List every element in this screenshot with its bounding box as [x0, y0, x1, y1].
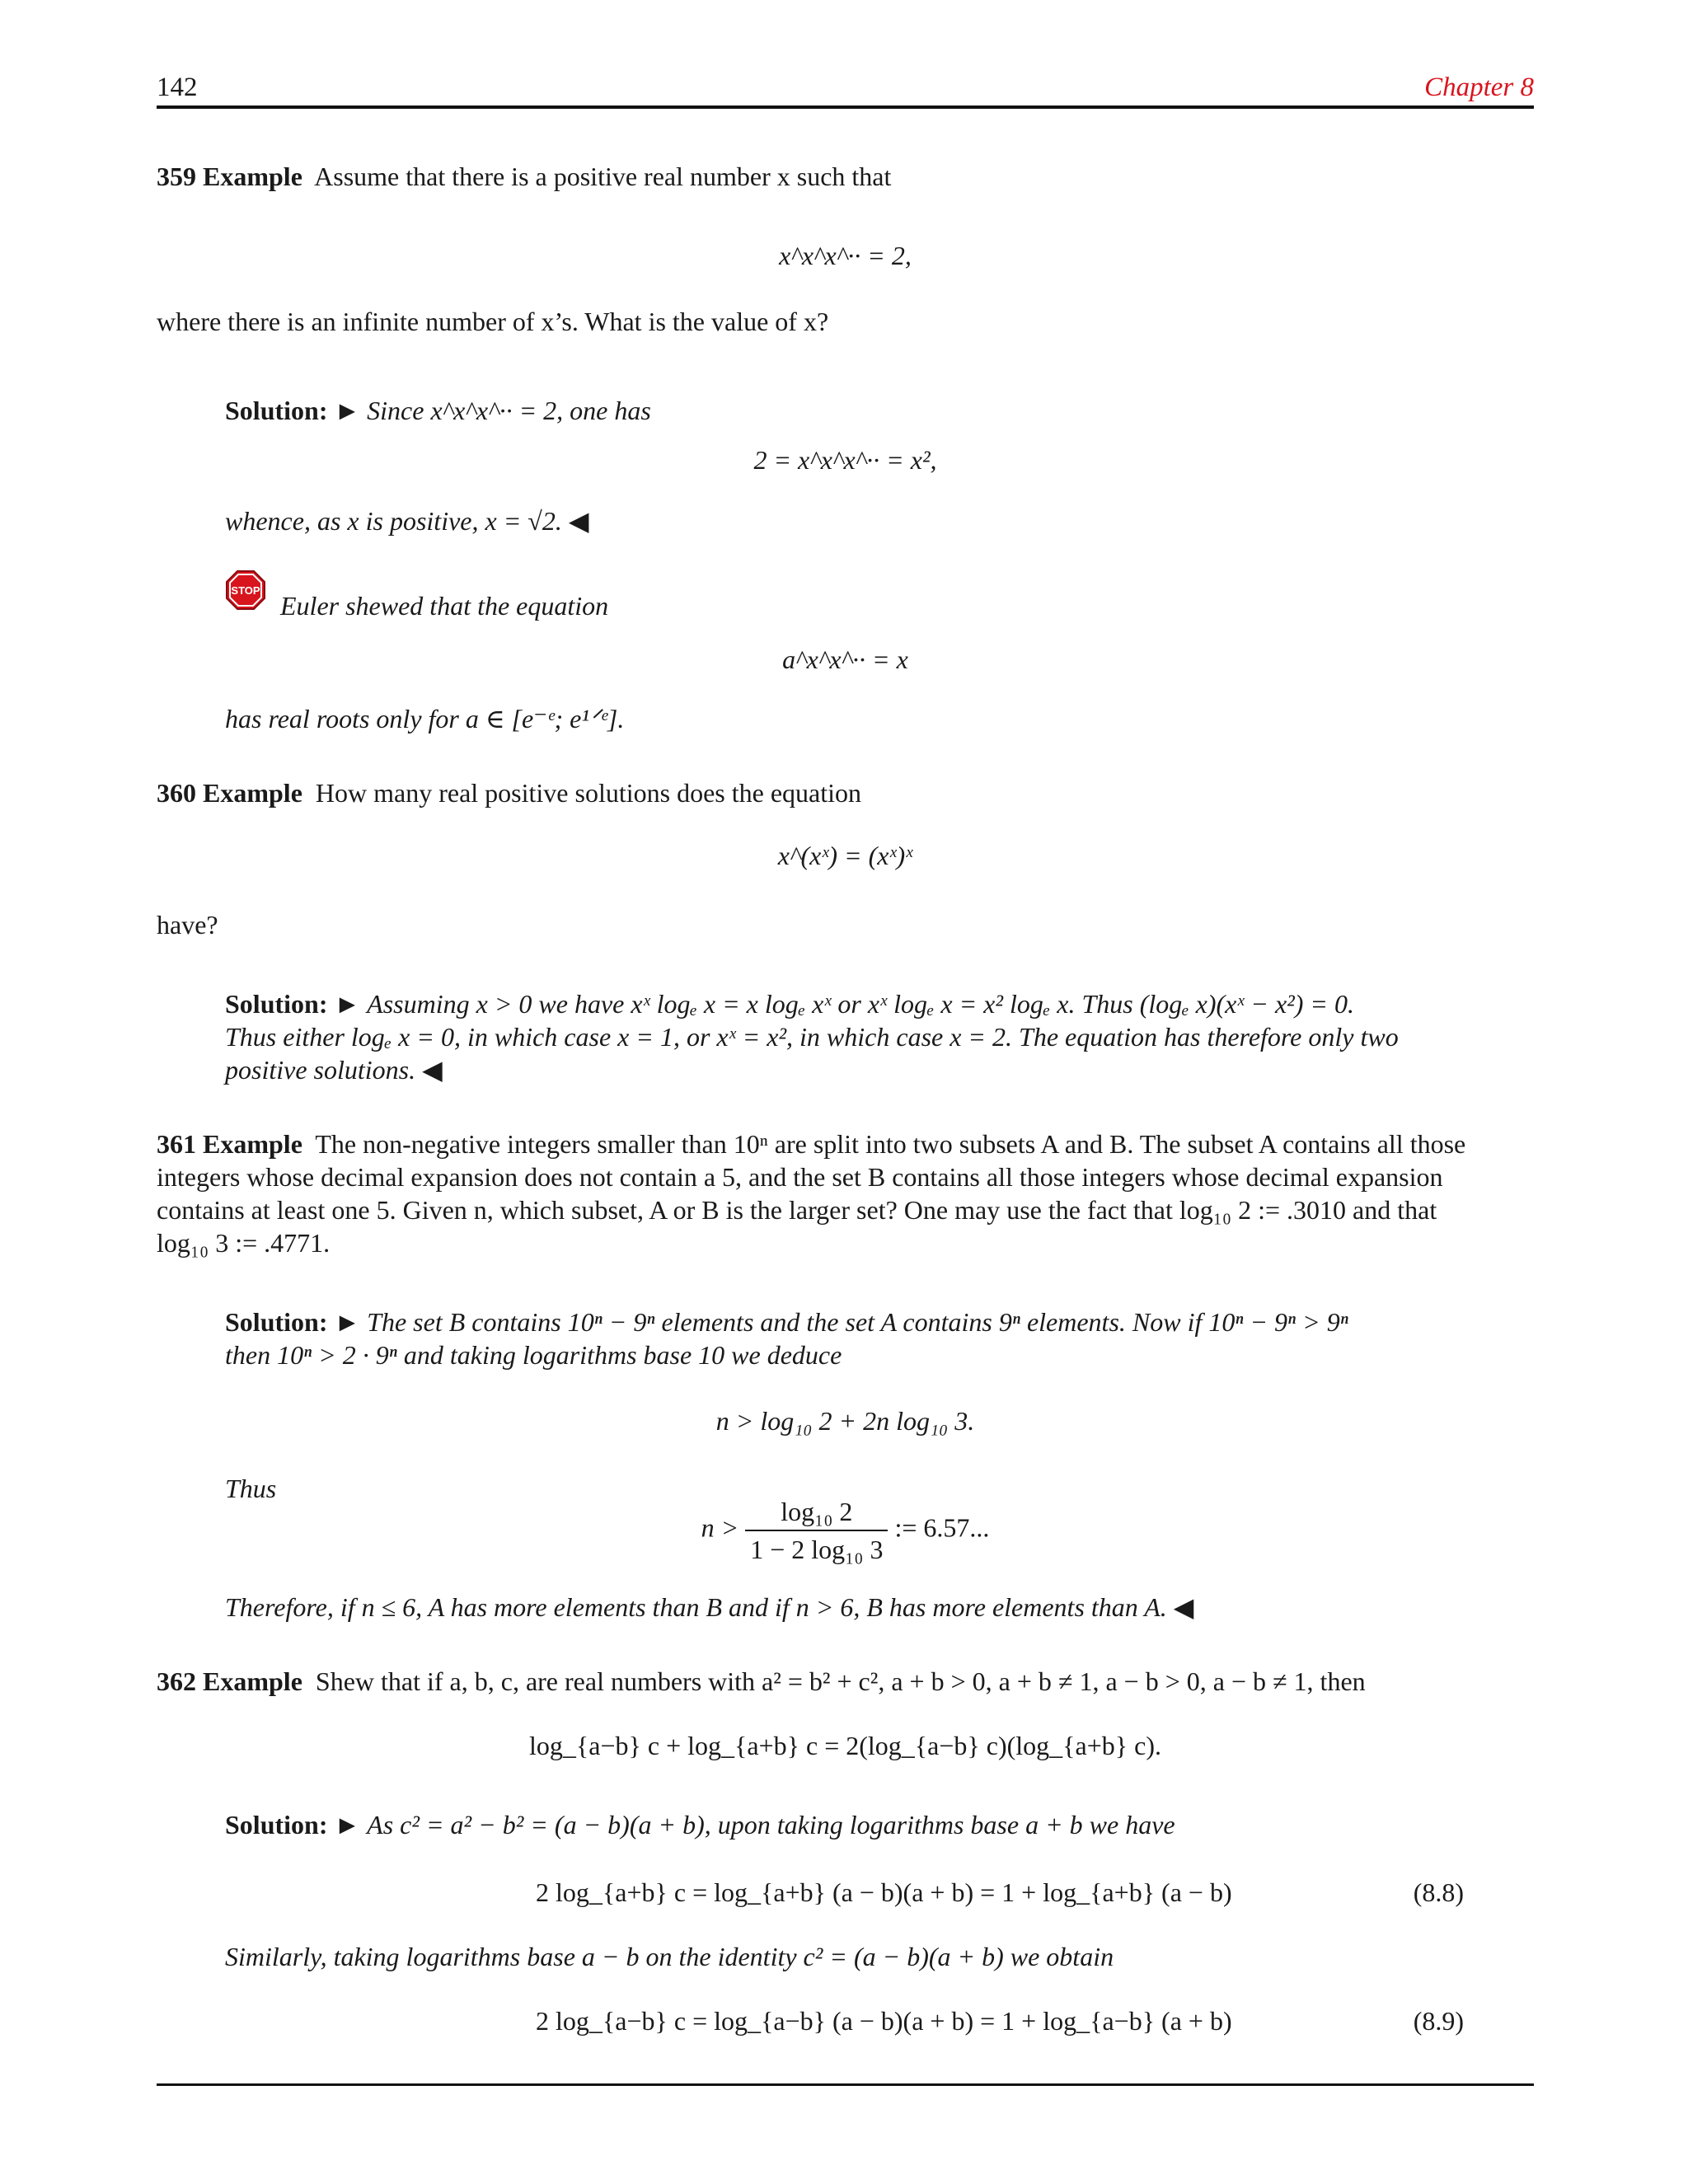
fraction	[745, 1495, 888, 1566]
solution-360-line1	[225, 987, 1478, 1020]
example-360-have: have?	[157, 910, 218, 940]
fraction-numerator: log₁₀ 2	[745, 1495, 888, 1531]
note-equation	[157, 643, 1534, 676]
header-rule	[157, 105, 1534, 109]
solution-362-similarly: Similarly, taking logarithms base a − b on the identity c² = (a − b)(a + b) we obtain	[225, 1942, 1114, 1971]
example-label: 361 Example	[157, 1129, 302, 1159]
solution-text: The set B contains 10ⁿ − 9ⁿ elements and the set A contains 9ⁿ elements. Now if 10ⁿ − 9ⁿ > 9ⁿ	[367, 1307, 1348, 1337]
solution-label: Solution:	[225, 1810, 328, 1840]
chapter-title: Chapter 8	[1424, 73, 1534, 102]
equation-number-8-8: (8.8)	[1413, 1877, 1464, 1907]
example-359-statement	[157, 160, 891, 193]
solution-361-equation1	[157, 1404, 1534, 1437]
equation: n > log₁₀ 2 + 2n log₁₀ 3.	[715, 1406, 975, 1436]
triangle-right-icon: ►	[334, 396, 361, 425]
solution-label: Solution:	[225, 396, 328, 425]
solution-text: Assuming x > 0 we have xˣ logₑ x = x logₑ xˣ or xˣ logₑ x = x² logₑ x. Thus (logₑ x)(xˣ − x²) = 0.	[367, 989, 1355, 1019]
note-line1: Euler shewed that the equation	[280, 591, 609, 621]
example-label: 360 Example	[157, 778, 302, 808]
solution-361-line1	[225, 1305, 1478, 1338]
equation: x^(xˣ) = (xˣ)ˣ	[777, 841, 913, 870]
note-line2: has real roots only for a ∈ [e⁻ᵉ; e¹ᐟᵉ].	[225, 704, 625, 733]
equation: x^x^x^·· = 2,	[779, 241, 912, 270]
example-359-question: where there is an infinite number of x’s. What is the value of x?	[157, 307, 829, 336]
equation-8-9: 2 log_{a−b} c = log_{a−b} (a − b)(a + b) = 1 + log_{a−b} (a + b)	[536, 2006, 1232, 2036]
solution-362-line1	[225, 1808, 1478, 1841]
solution-text: As c² = a² − b² = (a − b)(a + b), upon taking logarithms base a + b we have	[367, 1810, 1175, 1840]
stop-sign-icon	[225, 569, 266, 611]
example-361-line4: log₁₀ 3 := .4771.	[157, 1228, 331, 1258]
equation-362	[157, 1729, 1534, 1762]
example-361-line3: contains at least one 5. Given n, which subset, A or B is the larger set? One may use the fact that log₁₀ 2 := .3010 and that	[157, 1195, 1437, 1225]
solution-361-fraction-equation	[157, 1495, 1534, 1566]
equation: log_{a−b} c + log_{a+b} c = 2(log_{a−b} c)(log_{a+b} c).	[529, 1731, 1161, 1760]
example-361-line1	[157, 1127, 1534, 1160]
equation: 2 = x^x^x^·· = x²,	[753, 445, 937, 475]
equation-8-8: 2 log_{a+b} c = log_{a+b} (a − b)(a + b) = 1 + log_{a+b} (a − b)	[536, 1877, 1232, 1907]
page-number: 142	[157, 73, 198, 102]
footer-rule	[157, 2083, 1534, 2086]
example-362-statement	[157, 1665, 1366, 1698]
equation-number-8-9: (8.9)	[1413, 2006, 1464, 2036]
example-text: Assume that there is a positive real number x such that	[314, 162, 892, 191]
triangle-right-icon: ►	[334, 1307, 361, 1337]
solution-359-line2: whence, as x is positive, x = √2. ◀	[225, 506, 589, 536]
equation-tower	[157, 239, 1534, 272]
equation-360	[157, 839, 1534, 872]
example-text: Shew that if a, b, c, are real numbers with a² = b² + c², a + b > 0, a + b ≠ 1, a − b > 0, a − b ≠ 1, then	[315, 1666, 1366, 1696]
solution-360-line2: Thus either logₑ x = 0, in which case x = 1, or xˣ = x², in which case x = 2. The equation has therefore only two	[225, 1022, 1399, 1052]
solution-360-line3: positive solutions. ◀	[225, 1055, 443, 1085]
example-text: How many real positive solutions does the equation	[315, 778, 861, 808]
fraction-denominator: 1 − 2 log₁₀ 3	[750, 1535, 884, 1564]
solution-label: Solution:	[225, 1307, 328, 1337]
stop-text: STOP	[231, 584, 260, 597]
solution-361-line2: then 10ⁿ > 2 · 9ⁿ and taking logarithms base 10 we deduce	[225, 1340, 842, 1370]
solution-361-thus: Thus	[225, 1474, 277, 1503]
solution-359-line1	[225, 394, 1478, 427]
example-360-statement	[157, 776, 861, 809]
fraction-value: := 6.57...	[894, 1512, 990, 1543]
n-greater: n >	[701, 1512, 739, 1543]
example-text: The non-negative integers smaller than 10ⁿ are split into two subsets A and B. The subset A contains all those	[315, 1129, 1466, 1159]
equation: a^x^x^·· = x	[782, 644, 908, 674]
solution-361-conclusion: Therefore, if n ≤ 6, A has more elements than B and if n > 6, B has more elements than A. ◀	[225, 1592, 1194, 1622]
example-label: 362 Example	[157, 1666, 302, 1696]
triangle-right-icon: ►	[334, 989, 361, 1019]
example-361-line2: integers whose decimal expansion does not contain a 5, and the set B contains all those integers whose decimal expansion	[157, 1162, 1443, 1192]
triangle-right-icon: ►	[334, 1810, 361, 1840]
solution-text: Since x^x^x^·· = 2, one has	[367, 396, 651, 425]
solution-359-equation	[157, 443, 1534, 476]
solution-label: Solution:	[225, 989, 328, 1019]
example-label: 359 Example	[157, 162, 302, 191]
